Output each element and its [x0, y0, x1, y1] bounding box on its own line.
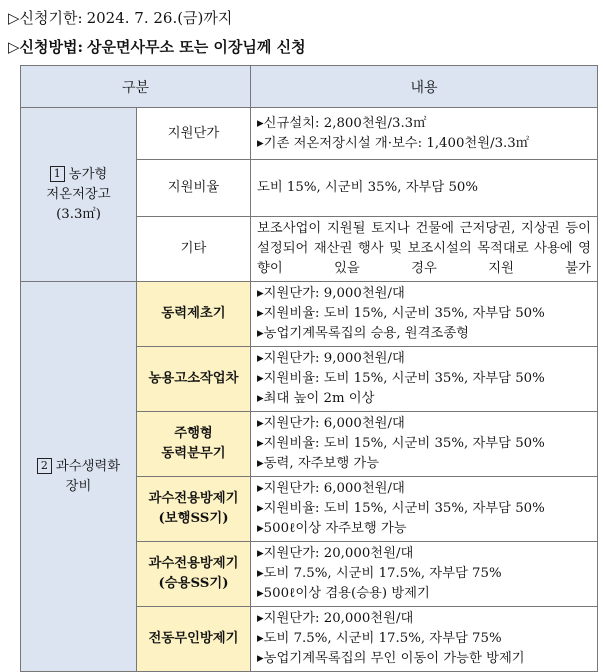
row-content: 도비 15%, 시군비 35%, 자부담 50% — [251, 160, 598, 217]
header-category: 구분 — [21, 66, 251, 108]
row-content: ▸신규설치: 2,800천원/3.3㎡ ▸기존 저온저장시설 개·보수: 1,400천원/3.3㎡ — [251, 108, 598, 160]
method-value: 상운면사무소 또는 이장님께 신청 — [87, 38, 306, 56]
method-label: ▷신청방법: — [8, 38, 84, 56]
group2-number: 2 — [37, 458, 52, 474]
row-content: ▸지원단가: 20,000천원/대 ▸도비 7.5%, 시군비 17.5%, 자부담 75% ▸농업기계목록집의 무인 이동이 가능한 방제기 — [251, 607, 598, 672]
row-content: ▸지원단가: 20,000천원/대 ▸도비 7.5%, 시군비 17.5%, 자부담 75% ▸500ℓ이상 겸용(승용) 방제기 — [251, 542, 598, 607]
table-row — [21, 282, 598, 347]
deadline-value: 2024. 7. 26.(금)까지 — [86, 9, 233, 27]
row-label: 기타 — [137, 217, 251, 282]
method-line — [8, 36, 306, 57]
row-label: 전동무인방제기 — [137, 607, 251, 672]
row-label: 지원비율 — [137, 160, 251, 217]
header-content: 내용 — [251, 66, 598, 108]
row-label: 농용고소작업차 — [137, 347, 251, 412]
table-header-row — [21, 66, 598, 108]
deadline-line — [8, 7, 232, 28]
group1-category: 1 농가형 저온저장고 (3.3㎡) — [21, 108, 137, 282]
group2-category: 2 과수생력화 장비 — [21, 282, 137, 672]
row-content: ▸지원단가: 6,000천원/대 ▸지원비율: 도비 15%, 시군비 35%, 자부담 50% ▸500ℓ이상 자주보행 가능 — [251, 477, 598, 542]
group1-title: 1 농가형 — [21, 165, 136, 185]
row-label: 과수전용방제기 (승용SS기) — [137, 542, 251, 607]
deadline-label: ▷신청기한: — [8, 9, 83, 27]
row-label: 과수전용방제기 (보행SS기) — [137, 477, 251, 542]
row-content: ▸지원단가: 9,000천원/대 ▸지원비율: 도비 15%, 시군비 35%, 자부담 50% ▸농업기계목록집의 승용, 원격조종형 — [251, 282, 598, 347]
table-row — [21, 108, 598, 160]
row-content: 보조사업이 지원될 토지나 건물에 근저당권, 지상권 등이 설정되어 재산권 행사 및 보조시설의 목적대로 사용에 영향이 있을 경우 지원 불가 — [251, 217, 598, 282]
row-content: ▸지원단가: 9,000천원/대 ▸지원비율: 도비 15%, 시군비 35%, 자부담 50% ▸최대 높이 2m 이상 — [251, 347, 598, 412]
row-label: 지원단가 — [137, 108, 251, 160]
support-table — [20, 65, 598, 672]
row-label: 주행형 동력분무기 — [137, 412, 251, 477]
row-content: ▸지원단가: 6,000천원/대 ▸지원비율: 도비 15%, 시군비 35%, 자부담 50% ▸동력, 자주보행 가능 — [251, 412, 598, 477]
group1-number: 1 — [50, 166, 65, 182]
row-label: 동력제초기 — [137, 282, 251, 347]
group2-title: 2 과수생력화 — [21, 457, 136, 477]
